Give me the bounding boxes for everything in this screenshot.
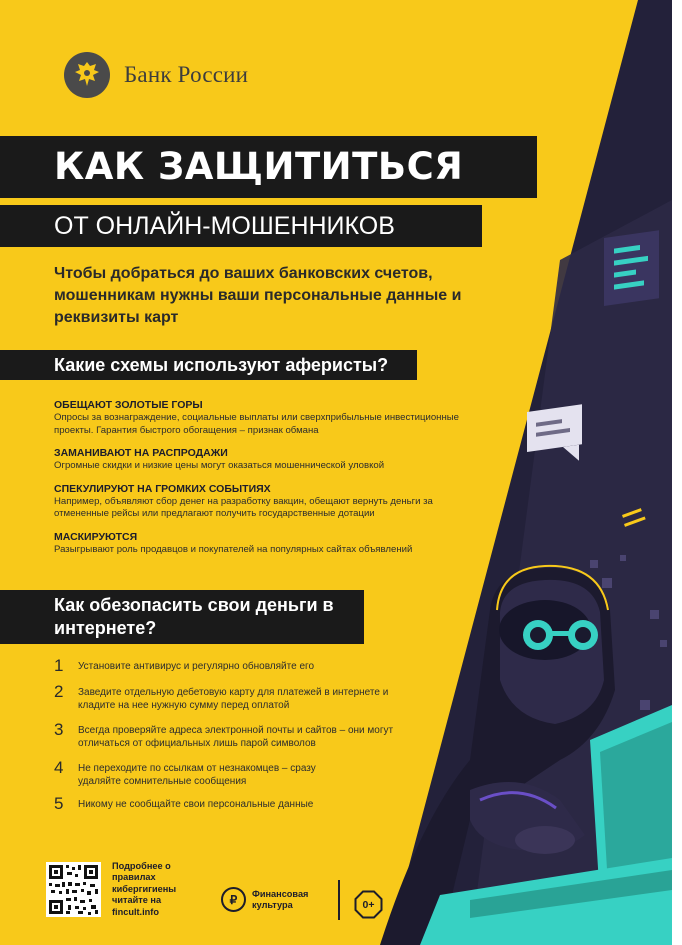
step-text: Никому не сообщайте свои персональные данные xyxy=(78,799,314,810)
step-number: 4 xyxy=(54,758,64,777)
age-rating-text: 0+ xyxy=(362,898,375,911)
step-number: 5 xyxy=(54,794,64,813)
scheme-text: Разыгрывают роль продавцов и покупателей на популярных сайтах объявлений xyxy=(54,543,413,555)
schemes-list xyxy=(54,398,464,565)
title-sub: ОТ ОНЛАЙН-МОШЕННИКОВ xyxy=(0,205,482,247)
footer-divider xyxy=(338,880,340,920)
step-number: 1 xyxy=(54,656,64,675)
step-text: Заведите отдельную дебетовую карту для платежей в интернете и кладите на нее нужную сумму перед оплатой xyxy=(78,687,389,711)
scheme-item xyxy=(54,398,464,437)
title-main: КАК ЗАЩИТИТЬСЯ xyxy=(0,136,537,198)
safety-steps-list xyxy=(54,656,424,818)
floating-screen-icon xyxy=(604,230,659,306)
logo-text: Банк России xyxy=(124,62,249,87)
safety-step xyxy=(54,656,424,682)
scheme-title: ЗАМАНИВАЮТ НА РАСПРОДАЖИ xyxy=(54,447,228,459)
step-number: 2 xyxy=(54,682,64,701)
age-rating-badge xyxy=(354,890,383,919)
scheme-text: Например, объявляют сбор денег на разработку вакцин, обещают вернуть деньги за отмененные рейсы или предлагают получить государственные дотации xyxy=(54,495,433,519)
scheme-title: МАСКИРУЮТСЯ xyxy=(54,530,138,543)
footer-note: Подробнее о правилах кибергигиены читайте на fincult.info xyxy=(112,861,177,917)
safety-step xyxy=(54,720,424,758)
qr-code[interactable] xyxy=(46,862,101,917)
scheme-text: Опросы за вознаграждение, социальные выплаты или сверхприбыльные инвестиционные проекты. Гарантия быстрого обогащения – признак обмана xyxy=(54,412,460,436)
intro-text: Чтобы добраться до ваших банковских счетов, мошенникам нужны ваши персональные данные и реквизиты карт xyxy=(54,265,462,326)
fincult-label: Финансовая культура xyxy=(252,889,309,910)
scheme-item xyxy=(54,446,464,473)
step-text: Не переходите по ссылкам от незнакомцев – сразу удаляйте сомнительные сообщения xyxy=(78,763,316,787)
scheme-text: Огромные скидки и низкие цены могут оказаться мошеннической уловкой xyxy=(54,460,385,471)
financial-culture-logo xyxy=(221,887,322,912)
safety-heading xyxy=(0,590,364,644)
safety-step xyxy=(54,794,424,818)
scheme-item xyxy=(54,530,464,557)
schemes-heading: Какие схемы используют аферисты? xyxy=(0,350,417,380)
bank-of-russia-logo xyxy=(64,52,248,98)
step-number: 3 xyxy=(54,720,64,739)
double-headed-eagle-icon xyxy=(64,52,110,98)
safety-heading-text: Как обезопасить свои деньги в интернете? xyxy=(54,595,334,638)
scheme-title: СПЕКУЛИРУЮТ НА ГРОМКИХ СОБЫТИЯХ xyxy=(54,482,271,495)
safety-step xyxy=(54,682,424,720)
ruble-icon: ₽ xyxy=(221,887,246,912)
scheme-item xyxy=(54,482,464,521)
step-text: Всегда проверяйте адреса электронной почты и сайтов – они могут отличаться от официальных лишь парой символов xyxy=(78,725,394,749)
step-text: Установите антивирус и регулярно обновляйте его xyxy=(78,661,315,672)
safety-step xyxy=(54,758,424,794)
scheme-title: ОБЕЩАЮТ ЗОЛОТЫЕ ГОРЫ xyxy=(54,399,203,411)
